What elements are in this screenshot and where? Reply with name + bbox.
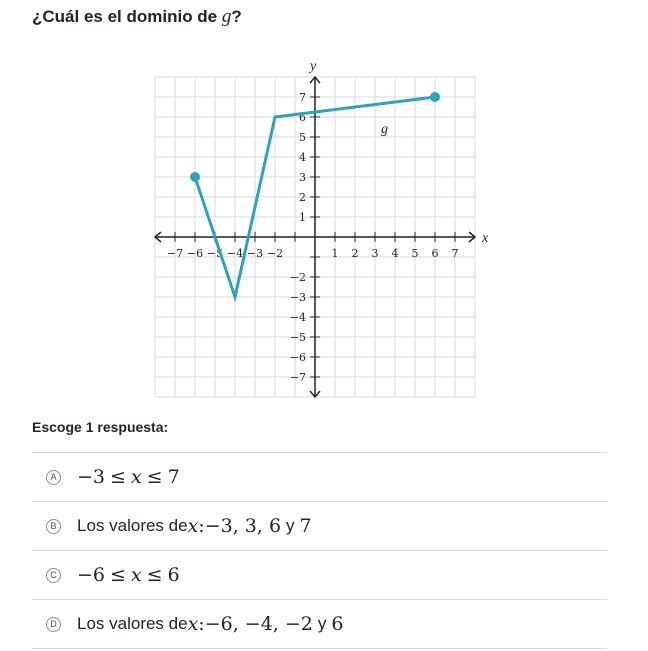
lower-bound: −3 — [77, 466, 106, 488]
operator: ≤ — [146, 466, 163, 488]
conjunction: y — [317, 614, 327, 633]
y-tick-label: −7 — [289, 371, 306, 384]
operator: ≤ — [146, 564, 163, 586]
x-tick-label: 3 — [371, 247, 379, 260]
lower-bound: −6 — [77, 564, 106, 586]
y-tick-label: 1 — [299, 211, 306, 224]
x-tick-label: 1 — [331, 247, 339, 260]
x-tick-label: 5 — [411, 247, 419, 260]
operator: ≤ — [110, 564, 126, 586]
choice-math — [77, 564, 180, 586]
y-tick-label: 2 — [299, 191, 306, 204]
y-tick-label: 5 — [299, 131, 306, 144]
variable: x — [187, 613, 199, 635]
x-tick-label: −5 — [206, 247, 224, 260]
question-variable: g — [221, 6, 232, 27]
choice-letter: A — [46, 470, 61, 485]
x-tick-label: −4 — [226, 247, 244, 260]
colon: : — [198, 515, 205, 537]
last-value: 7 — [299, 515, 312, 537]
x-tick-label: −3 — [246, 247, 264, 260]
x-tick-label: 4 — [391, 247, 399, 260]
function-label: g — [381, 122, 388, 137]
upper-bound: 7 — [167, 466, 180, 488]
variable: x — [130, 466, 142, 488]
axes — [155, 77, 475, 397]
values: −6, −4, −2 — [204, 613, 313, 635]
endpoint-dot — [190, 172, 200, 182]
y-axis-label: y — [310, 59, 317, 74]
values: −3, 3, 6 — [204, 515, 282, 537]
x-axis-label: x — [482, 231, 489, 246]
y-tick-label: −3 — [289, 291, 306, 304]
answer-prompt: Escoge 1 respuesta: — [32, 419, 169, 435]
y-tick-label: 6 — [299, 111, 306, 124]
x-tick-label: 2 — [351, 247, 359, 260]
choice-letter: B — [46, 519, 61, 534]
choice-b[interactable] — [32, 502, 607, 551]
y-tick-label: −5 — [289, 331, 306, 344]
colon: : — [198, 613, 205, 635]
last-value: 6 — [331, 613, 344, 635]
x-tick-label: −6 — [186, 247, 204, 260]
choice-a[interactable] — [32, 453, 607, 502]
y-tick-label: −2 — [289, 271, 306, 284]
y-tick-label: −6 — [289, 351, 306, 364]
question-suffix: ? — [231, 7, 242, 26]
choice-text: Los valores de — [77, 516, 188, 535]
operator: ≤ — [110, 466, 126, 488]
choice-d[interactable] — [32, 600, 607, 649]
upper-bound: 6 — [167, 564, 180, 586]
answer-choices — [32, 452, 607, 649]
x-tick-label: 6 — [431, 247, 439, 260]
choice-math — [77, 466, 180, 488]
y-tick-label: −4 — [289, 311, 306, 324]
y-tick-label: 4 — [299, 151, 306, 164]
x-tick-label: −7 — [166, 247, 184, 260]
choice-letter: D — [46, 617, 61, 632]
choice-text: Los valores de — [77, 614, 188, 633]
y-tick-label: 3 — [299, 171, 306, 184]
choice-letter: C — [46, 568, 61, 583]
question-prefix: ¿Cuál es el dominio de — [32, 7, 222, 26]
variable: x — [130, 564, 142, 586]
x-tick-label: 7 — [451, 247, 459, 260]
variable: x — [187, 515, 199, 537]
endpoint-dot — [430, 92, 440, 102]
conjunction: y — [286, 516, 295, 535]
x-tick-label: −2 — [266, 247, 284, 260]
choice-c[interactable] — [32, 551, 607, 600]
y-tick-label: 7 — [299, 91, 306, 104]
